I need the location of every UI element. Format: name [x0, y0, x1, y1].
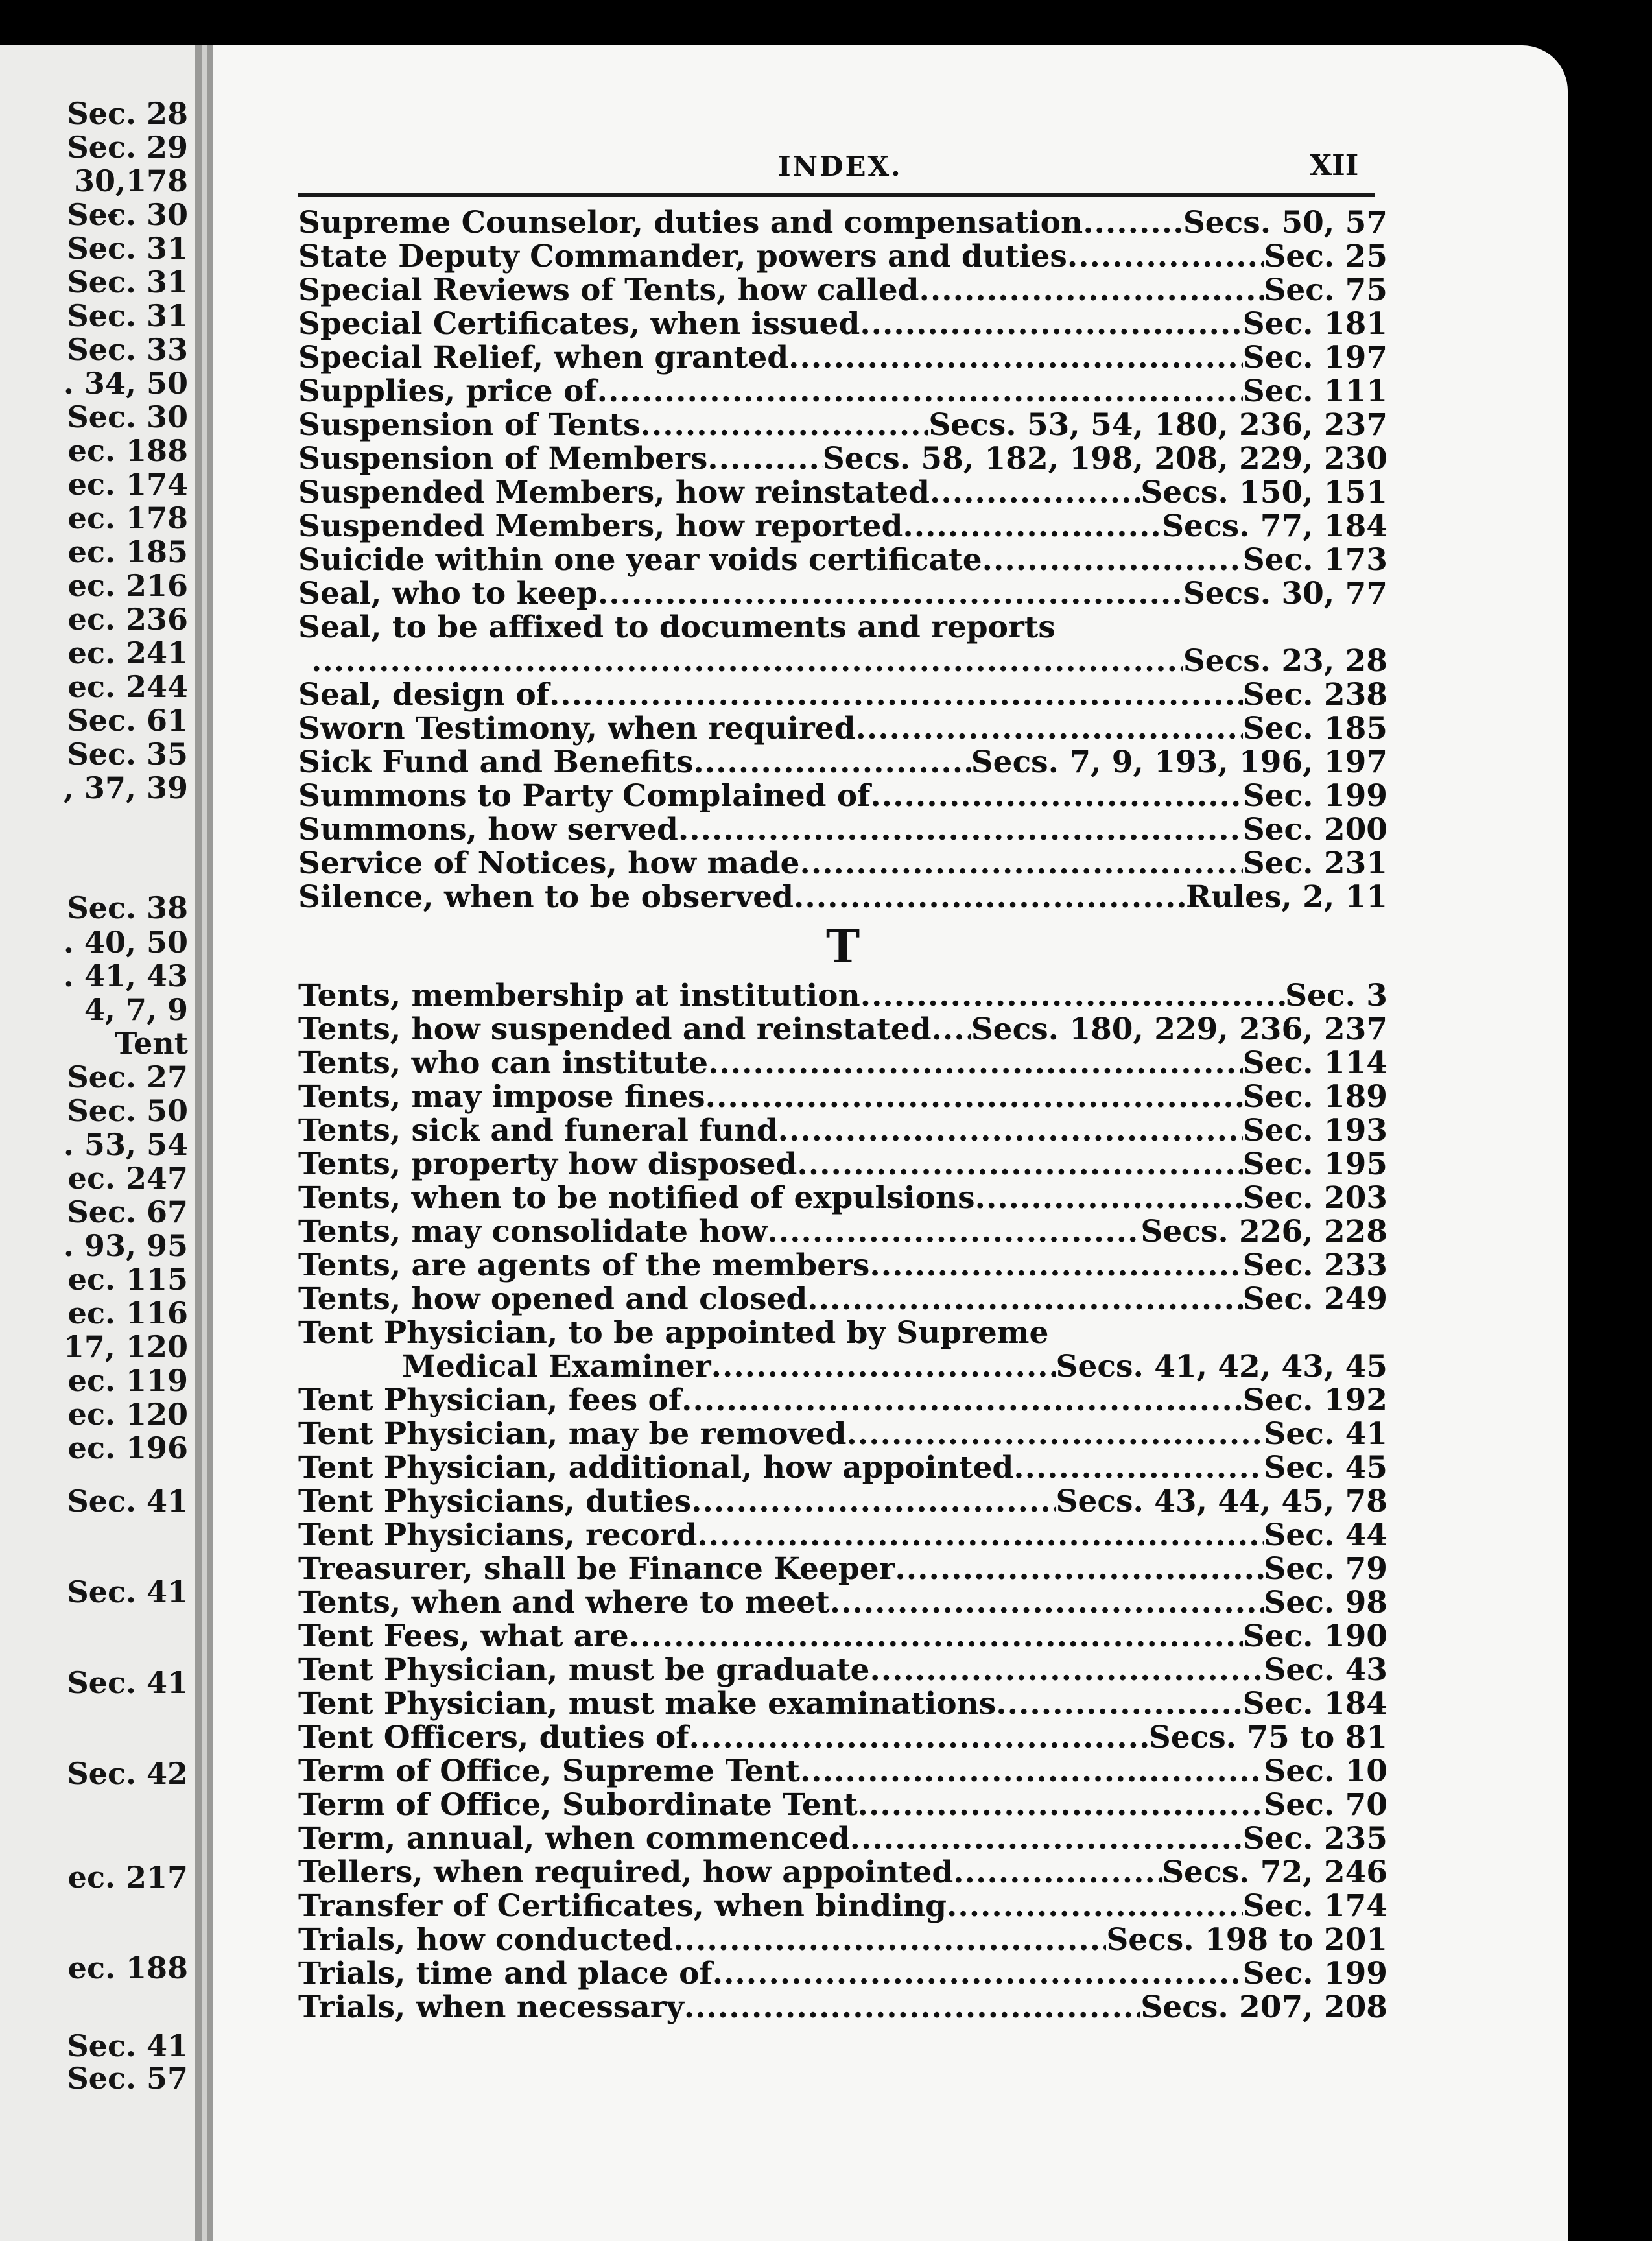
entry-term: Sworn Testimony, when required [298, 711, 856, 746]
dot-leader [975, 1181, 1243, 1215]
dot-leader [549, 678, 1243, 712]
entry-reference: Sec. 190 [1242, 1618, 1387, 1654]
dot-leader [847, 1417, 1264, 1451]
index-entry [298, 1080, 1387, 1114]
entry-term: Trials, how conducted [298, 1922, 674, 1958]
dot-leader [895, 1552, 1264, 1586]
entry-reference: Sec. 174 [1242, 1888, 1387, 1924]
book-gutter-edge [202, 45, 207, 2241]
left-page-fragment: ec. 188 [67, 1950, 188, 1986]
entry-term: Tents, property how disposed [298, 1146, 797, 1182]
left-page-fragment: Sec. 30 [67, 197, 188, 232]
entry-reference: Sec. 98 [1264, 1585, 1387, 1620]
index-entry [298, 779, 1387, 813]
index-entry [298, 341, 1387, 375]
dot-leader [597, 375, 1243, 409]
index-entry [298, 409, 1387, 442]
left-page-fragment: Sec. 35 [67, 737, 188, 772]
dot-leader [629, 1620, 1243, 1654]
index-entry [298, 1013, 1387, 1047]
dot-leader [681, 1384, 1243, 1417]
entry-reference: Sec. 197 [1242, 340, 1387, 375]
index-entry [298, 1181, 1387, 1215]
entry-reference: Sec. 199 [1242, 1956, 1387, 1991]
dot-leader [800, 1755, 1264, 1788]
dot-leader [930, 476, 1140, 510]
dot-leader [1013, 1451, 1264, 1485]
entry-reference: Secs. 7, 9, 193, 196, 197 [971, 744, 1387, 780]
index-entry [298, 1890, 1387, 1923]
entry-term: Term of Office, Subordinate Tent [298, 1787, 858, 1823]
left-page-fragment: 4, 7, 9 [84, 992, 188, 1027]
entry-term: Tent Physicians, record [298, 1517, 698, 1553]
entry-reference: Secs. 226, 228 [1140, 1214, 1387, 1250]
left-page-fragment: ec. 178 [67, 501, 188, 536]
entry-reference: Sec. 193 [1242, 1113, 1387, 1148]
left-page-fragment: . 40, 50 [63, 925, 188, 960]
left-page-fragment: Sec. 41 [67, 2028, 188, 2063]
index-entry [298, 1384, 1387, 1417]
left-page-fragment: Sec. 31 [67, 265, 188, 300]
left-page-fragment: ec. 217 [67, 1860, 188, 1895]
entry-term: Special Certificates, when issued [298, 306, 860, 342]
dot-leader [788, 341, 1243, 375]
left-page-fragment: Sec. 61 [67, 703, 188, 738]
dot-leader [711, 1350, 1056, 1384]
entry-reference: Secs. 30, 77 [1183, 576, 1387, 611]
left-page-fragment: 17, 120 [63, 1329, 188, 1364]
dot-leader [598, 577, 1183, 611]
index-entry [298, 1923, 1387, 1957]
entry-reference: Sec. 43 [1264, 1652, 1387, 1688]
entry-reference: Secs. 23, 28 [1183, 643, 1387, 679]
dot-leader [684, 1991, 1141, 2024]
left-page-fragment: . 41, 43 [63, 958, 188, 993]
entry-reference: Sec. 199 [1242, 778, 1387, 814]
dot-leader [693, 746, 971, 779]
left-page-fragment: ec. 247 [67, 1161, 188, 1196]
index-entry [298, 1721, 1387, 1755]
index-entry [298, 645, 1387, 678]
left-page-fragment: ec. 174 [67, 467, 188, 502]
entry-reference: Sec. 189 [1242, 1079, 1387, 1115]
left-page-fragment: ec. 115 [67, 1262, 188, 1297]
left-page-fragment: ec. 119 [67, 1363, 188, 1398]
entry-reference: Sec. 185 [1242, 711, 1387, 746]
index-entry [298, 543, 1387, 577]
dot-leader [807, 1283, 1242, 1316]
entry-reference: Sec. 70 [1264, 1787, 1387, 1823]
left-page-fragment: Sec. 50 [67, 1093, 188, 1128]
dot-leader [708, 1047, 1243, 1080]
entry-reference: Sec. 3 [1285, 978, 1387, 1014]
entry-term: Summons to Party Complained of [298, 778, 871, 814]
entry-reference: Sec. 231 [1242, 846, 1387, 881]
dot-leader [1067, 240, 1264, 274]
dot-leader [953, 1856, 1162, 1890]
index-entry [298, 1249, 1387, 1283]
entry-term: Special Relief, when granted [298, 340, 789, 375]
left-page [0, 45, 201, 2241]
index-entry [298, 1047, 1387, 1080]
entry-reference: Sec. 233 [1242, 1248, 1387, 1283]
entry-term: Suspension of Tents [298, 407, 641, 443]
entry-reference: Secs. 50, 57 [1183, 205, 1387, 241]
section-letter-heading: T [825, 919, 860, 973]
dot-leader [691, 1485, 1056, 1519]
index-entry [298, 1822, 1387, 1856]
dot-leader [673, 1923, 1106, 1957]
left-page-fragment: Sec. 42 [67, 1756, 188, 1791]
entry-term: Seal, design of [298, 677, 549, 713]
index-entry [298, 375, 1387, 409]
entry-term: Tent Officers, duties of [298, 1720, 689, 1755]
index-entry [298, 1316, 1387, 1350]
left-page-fragment: Sec. 41 [67, 1665, 188, 1700]
index-entry [298, 1114, 1387, 1148]
dot-leader [869, 1654, 1264, 1687]
entry-reference: Secs. 150, 151 [1140, 475, 1387, 510]
left-page-fragment: Sec. 41 [67, 1574, 188, 1609]
entry-term: Tents, when to be notified of expulsions [298, 1180, 975, 1216]
entry-reference: Sec. 45 [1264, 1450, 1387, 1486]
entry-term: Tents, are agents of the members [298, 1248, 870, 1283]
index-entry [298, 1856, 1387, 1890]
left-page-fragment: Sec. 67 [67, 1194, 188, 1229]
entry-term: Suspended Members, how reinstated [298, 475, 930, 510]
entry-term: Seal, to be affixed to documents and reports [298, 610, 1056, 645]
entry-reference: Sec. 238 [1242, 677, 1387, 713]
entry-term: Trials, when necessary [298, 1989, 684, 2025]
entry-reference: Sec. 181 [1242, 306, 1387, 342]
page-title: INDEX. [778, 150, 903, 182]
entry-reference: Secs. 58, 182, 198, 208, 229, 230 [822, 441, 1387, 477]
index-entry [298, 1283, 1387, 1316]
entry-reference: Sec. 10 [1264, 1753, 1387, 1789]
entry-term: Tent Physicians, duties [298, 1484, 692, 1519]
entry-term: Tents, sick and funeral fund [298, 1113, 778, 1148]
entry-reference: Secs. 53, 54, 180, 236, 237 [928, 407, 1387, 443]
entry-reference: Secs. 72, 246 [1162, 1855, 1387, 1890]
left-page-fragment: . 53, 54 [63, 1127, 188, 1162]
entry-reference: Sec. 79 [1264, 1551, 1387, 1587]
page-number: XII [1310, 149, 1359, 182]
index-entry [298, 1687, 1387, 1721]
entry-reference: Sec. 114 [1242, 1045, 1387, 1081]
entry-reference: Sec. 44 [1264, 1517, 1387, 1553]
index-entry [298, 1586, 1387, 1620]
dot-leader [797, 1148, 1242, 1181]
entry-reference: Secs. 75 to 81 [1148, 1720, 1387, 1755]
entry-term: Tents, may consolidate how [298, 1214, 768, 1250]
entry-term: Service of Notices, how made [298, 846, 800, 881]
dot-leader [856, 712, 1243, 746]
index-entry [298, 1755, 1387, 1788]
left-page-fragment: ec. 244 [67, 669, 188, 704]
dot-leader [640, 409, 928, 442]
index-entry [298, 577, 1387, 611]
index-entry [298, 881, 1387, 914]
entry-term: Tent Physician, must be graduate [298, 1652, 870, 1688]
left-page-fragment: . 93, 95 [63, 1228, 188, 1263]
left-page-fragment: Sec. 57 [67, 2061, 188, 2096]
header-rule [298, 193, 1375, 197]
index-entry [298, 1552, 1387, 1586]
entry-reference: Sec. 235 [1242, 1821, 1387, 1856]
entry-term: Supplies, price of [298, 374, 597, 409]
entry-reference: Sec. 184 [1242, 1686, 1387, 1722]
dot-leader [860, 307, 1242, 341]
left-page-fragment: Sec. 27 [67, 1060, 188, 1095]
left-page-fragment: ec. 196 [67, 1430, 188, 1465]
dot-leader [767, 1215, 1140, 1249]
index-entry [298, 1620, 1387, 1654]
left-page-fragment: . 34, 50 [63, 366, 188, 401]
left-page-fragment: Sec. 30 [67, 399, 188, 434]
left-page-fragment: Sec. 38 [67, 890, 188, 925]
index-entry [298, 1991, 1387, 2024]
index-entry [298, 1654, 1387, 1687]
dot-leader [794, 881, 1186, 914]
entry-term: Tents, membership at institution [298, 978, 860, 1014]
index-entry [298, 1788, 1387, 1822]
dot-leader [869, 1249, 1242, 1283]
index-entry [298, 979, 1387, 1013]
index-entry [298, 1957, 1387, 1991]
entry-term: Treasurer, shall be Finance Keeper [298, 1551, 895, 1587]
index-entry [298, 274, 1387, 307]
entry-reference: Secs. 43, 44, 45, 78 [1056, 1484, 1387, 1519]
entry-term: Tent Fees, what are [298, 1618, 629, 1654]
dot-leader [311, 645, 1183, 678]
entry-reference: Sec. 249 [1242, 1281, 1387, 1317]
entry-term: Suspension of Members [298, 441, 708, 477]
index-entry [298, 307, 1387, 341]
entry-term: Tents, how opened and closed [298, 1281, 808, 1317]
entry-term: Transfer of Certificates, when binding [298, 1888, 947, 1924]
dot-leader [830, 1586, 1264, 1620]
entry-reference: Sec. 203 [1242, 1180, 1387, 1216]
entry-reference: Secs. 198 to 201 [1106, 1922, 1387, 1958]
entry-term: Tellers, when required, how appointed [298, 1855, 954, 1890]
entry-reference: Secs. 207, 208 [1140, 1989, 1387, 2025]
entry-term: Tent Physician, fees of [298, 1382, 682, 1418]
dot-leader [778, 1114, 1243, 1148]
index-entry [298, 712, 1387, 746]
dot-leader [947, 1890, 1243, 1923]
index-entry [298, 1451, 1387, 1485]
left-page-fragment: ec. 185 [67, 534, 188, 569]
dot-leader [996, 1687, 1242, 1721]
left-page-fragment: , 37, 39 [63, 770, 188, 805]
dot-leader [870, 779, 1242, 813]
entry-term: Tents, when and where to meet [298, 1585, 830, 1620]
entry-term: Trials, time and place of [298, 1956, 713, 1991]
index-entry [298, 847, 1387, 881]
dot-leader [858, 1788, 1264, 1822]
left-page-fragment: Tent [115, 1026, 188, 1061]
entry-term: Tents, may impose fines [298, 1079, 705, 1115]
left-page-fragment: Sec. 28 [67, 96, 188, 131]
entry-term: Supreme Counselor, duties and compensation [298, 205, 1083, 241]
dot-leader [799, 847, 1242, 881]
dot-leader [850, 1822, 1243, 1856]
dot-leader [707, 442, 822, 476]
index-entry [298, 813, 1387, 847]
left-page-fragment: ec. 120 [67, 1397, 188, 1432]
entry-term: Sick Fund and Benefits [298, 744, 694, 780]
index-entry [298, 746, 1387, 779]
left-page-fragment: ec. 216 [67, 568, 188, 603]
entry-term: Tent Physician, may be removed [298, 1416, 847, 1452]
entry-reference: Secs. 77, 184 [1162, 508, 1387, 544]
entry-term: Term of Office, Supreme Tent [298, 1753, 800, 1789]
index-entry [298, 510, 1387, 543]
entry-term: Term, annual, when commenced [298, 1821, 850, 1856]
index-entry [298, 1519, 1387, 1552]
dot-leader [1083, 206, 1183, 240]
entry-term: Tents, who can institute [298, 1045, 709, 1081]
dot-leader [689, 1721, 1148, 1755]
left-page-fragment: ec. 241 [67, 635, 188, 670]
entry-term: Tents, how suspended and reinstated [298, 1012, 932, 1047]
entry-term: Tent Physician, additional, how appointed [298, 1450, 1014, 1486]
dot-leader [713, 1957, 1243, 1991]
entry-term: Summons, how served [298, 812, 678, 848]
left-page-fragment: ec. 188 [67, 433, 188, 468]
entry-term: Special Reviews of Tents, how called [298, 272, 919, 308]
left-page-fragment: Sec. 31 [67, 298, 188, 333]
entry-term: State Deputy Commander, powers and duties [298, 239, 1067, 274]
index-entries [298, 206, 1387, 2024]
entry-term: Tent Physician, must make examinations [298, 1686, 997, 1722]
dot-leader [678, 813, 1243, 847]
left-page-fragment: Sec. 29 [67, 130, 188, 165]
index-entry [298, 1350, 1387, 1384]
entry-reference: Sec. 173 [1242, 542, 1387, 578]
entry-term: Suicide within one year voids certificate [298, 542, 982, 578]
entry-reference: Secs. 180, 229, 236, 237 [971, 1012, 1387, 1047]
entry-reference: Sec. 200 [1242, 812, 1387, 848]
dot-leader [919, 274, 1264, 307]
entry-reference: Sec. 75 [1264, 272, 1387, 308]
dot-leader [705, 1080, 1243, 1114]
entry-term: Tent Physician, to be appointed by Supreme [298, 1315, 1049, 1351]
left-page-fragment: Sec. 33 [67, 332, 188, 367]
dot-leader [697, 1519, 1264, 1552]
entry-term: Seal, who to keep [298, 576, 598, 611]
entry-term: Suspended Members, how reported [298, 508, 903, 544]
left-page-fragment: 30,178 [73, 163, 188, 198]
index-entry [298, 206, 1387, 240]
dot-leader [903, 510, 1162, 543]
entry-reference: Sec. 195 [1242, 1146, 1387, 1182]
index-entry [298, 1148, 1387, 1181]
index-entry [298, 678, 1387, 712]
left-page-fragment: Sec. 31 [67, 231, 188, 266]
index-entry [298, 1215, 1387, 1249]
dot-leader [982, 543, 1243, 577]
dot-leader [932, 1013, 971, 1047]
entry-reference: Rules, 2, 11 [1185, 879, 1387, 915]
entry-term: Silence, when to be observed [298, 879, 794, 915]
entry-term: Medical Examiner [402, 1349, 711, 1384]
entry-reference: Secs. 41, 42, 43, 45 [1056, 1349, 1387, 1384]
entry-reference: Sec. 25 [1264, 239, 1387, 274]
index-entry [298, 476, 1387, 510]
left-page-fragment: ec. 236 [67, 602, 188, 637]
index-entry [298, 442, 1387, 476]
entry-reference: Sec. 111 [1242, 374, 1387, 409]
index-entry [298, 1417, 1387, 1451]
index-entry [298, 611, 1387, 645]
left-page-fragment: ec. 116 [67, 1296, 188, 1331]
left-page-fragment: Sec. 41 [67, 1484, 188, 1519]
entry-reference: Sec. 192 [1242, 1382, 1387, 1418]
dot-leader [860, 979, 1285, 1013]
index-entry [298, 1485, 1387, 1519]
entry-reference: Sec. 41 [1264, 1416, 1387, 1452]
index-entry [298, 240, 1387, 274]
